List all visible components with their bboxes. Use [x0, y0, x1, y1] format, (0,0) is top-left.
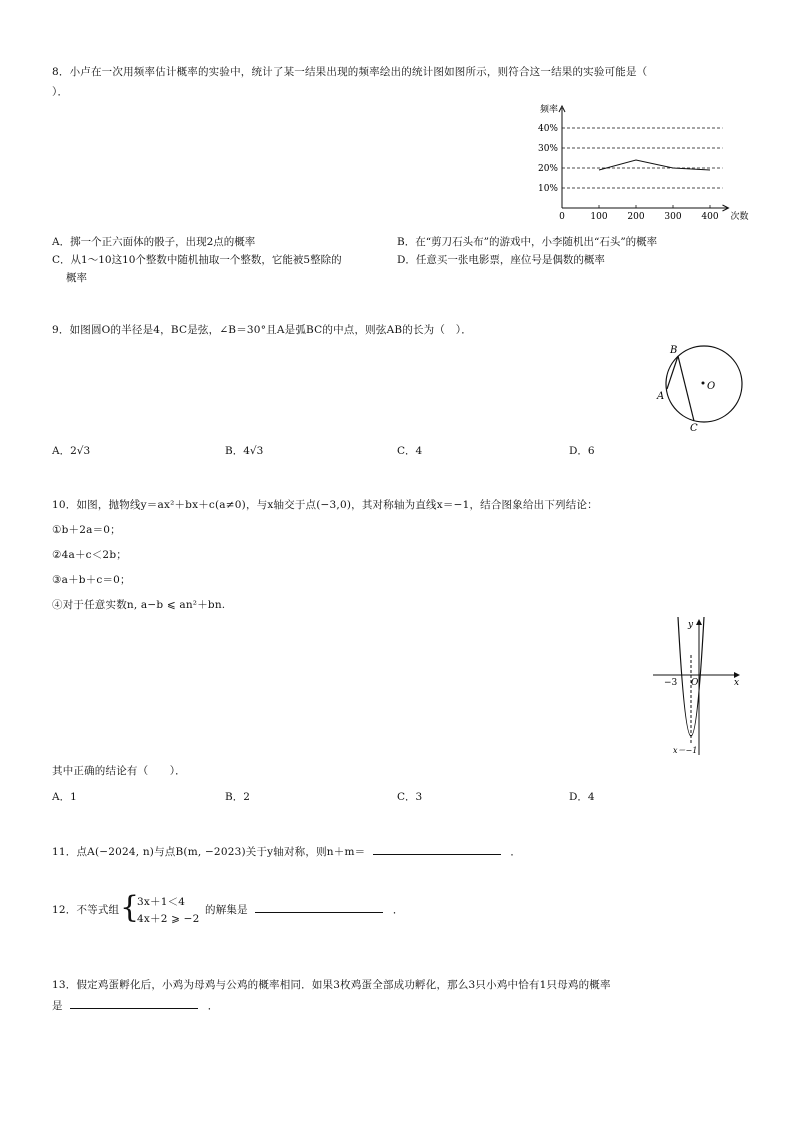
chord-bc — [678, 356, 694, 421]
q12-ineq-2: 4x＋2 ⩾ −2 — [137, 913, 200, 925]
neg3-label: −3 — [664, 678, 678, 688]
q13-end: ． — [207, 1000, 219, 1012]
q10-option-b: B．2 — [225, 791, 250, 803]
q13-text-line1: 13．假定鸡蛋孵化后，小鸡为母鸡与公鸡的概率相同．如果3枚鸡蛋全部成功孵化，那么3只小鸡中恰有1只母鸡的概率 — [52, 979, 611, 991]
q10-parabola-graph — [645, 615, 745, 757]
chart-x-tick-label: 400 — [701, 212, 719, 222]
q9-option-c: C．4 — [397, 445, 423, 457]
q8-option-c-cont: 概率 — [66, 272, 87, 284]
q8-option-d: D．任意买一张电影票，座位号是偶数的概率 — [397, 254, 605, 266]
q9-circle-figure — [650, 340, 750, 432]
q8-option-a: A．掷一个正六面体的骰子，出现2点的概率 — [52, 236, 256, 248]
label-a: A — [657, 391, 665, 402]
chart-y-tick-label: 10% — [537, 184, 558, 194]
q11-row — [52, 844, 521, 859]
origin-label: O — [691, 678, 699, 688]
chart-y-axis-label: 频率 — [540, 105, 559, 115]
q11-end: ． — [510, 846, 522, 858]
q10-item-4: ④对于任意实数n, a−b ⩽ an²＋bn. — [52, 599, 226, 611]
chart-x-tick-label: 100 — [590, 212, 608, 222]
q10-option-a: A．1 — [52, 791, 77, 803]
q11-answer-blank[interactable] — [373, 854, 501, 855]
q8-frequency-chart — [530, 100, 750, 225]
axis-label: x＝−1 — [673, 746, 698, 755]
chart-series-line — [599, 160, 710, 170]
chart-y-tick-label: 40% — [537, 124, 558, 134]
q12-suffix: 的解集是 — [205, 904, 248, 916]
q10-option-d: D．4 — [569, 791, 595, 803]
chart-x-axis-label: 次数 — [730, 212, 749, 222]
q13-row — [52, 998, 219, 1013]
q8-text-line1: 8．小卢在一次用频率估计概率的实验中，统计了某一结果出现的频率绘出的统计图如图所示，则符合这一结果的实验可能是（ — [52, 66, 648, 78]
q9-option-d: D．6 — [569, 445, 595, 457]
chart-x-tick-label: 0 — [559, 212, 565, 222]
label-b: B — [670, 345, 678, 356]
q12-ineq-1: 3x＋1＜4 — [137, 896, 186, 908]
q9-option-b: B．4√3 — [225, 445, 264, 457]
chart-x-tick-label: 300 — [664, 212, 682, 222]
chart-y-tick-label: 20% — [537, 164, 558, 174]
q12-brace: { — [120, 890, 140, 925]
label-o: O — [707, 381, 716, 392]
q11-text: 11．点A(−2024, n)与点B(m, −2023)关于y轴对称，则n＋m＝ — [52, 846, 366, 858]
q10-item-1: ①b＋2a＝0； — [52, 524, 121, 536]
q10-option-c: C．3 — [397, 791, 423, 803]
q10-item-3: ③a＋b＋c＝0； — [52, 574, 131, 586]
q10-ask: 其中正确的结论有（ ）． — [52, 765, 186, 777]
q8-option-c: C．从1～10这10个整数中随机抽取一个整数，它能被5整除的 — [52, 254, 342, 266]
q10-item-2: ②4a＋c＜2b； — [52, 549, 127, 561]
q13-answer-blank[interactable] — [70, 1008, 198, 1009]
q12-end: ． — [392, 904, 404, 916]
q8-option-b: B．在“剪刀石头布”的游戏中，小李随机出“石头”的概率 — [397, 236, 658, 248]
chord-ab — [667, 356, 678, 389]
chart-y-tick-label: 30% — [537, 144, 558, 154]
x-label: x — [734, 678, 740, 688]
label-c: C — [690, 423, 698, 432]
q9-text: 9．如图圆O的半径是4，BC是弦，∠B＝30°且A是弧BC的中点，则弦AB的长为（ ）． — [52, 324, 472, 336]
q8-text-line2: ）． — [52, 86, 69, 98]
q12-prefix: 12．不等式组 — [52, 904, 120, 916]
q13-text-line2: 是 — [52, 1000, 63, 1012]
q10-text: 10．如图，抛物线y＝ax²＋bx＋c(a≠0)，与x轴交于点(−3,0)，其对称轴为直线x＝−1，结合图象给出下列结论： — [52, 499, 598, 511]
q12-answer-blank[interactable] — [255, 912, 383, 913]
q12-row — [205, 902, 404, 917]
q9-option-a: A．2√3 — [52, 445, 91, 457]
y-label: y — [688, 620, 694, 630]
center-point — [702, 382, 705, 385]
chart-x-tick-label: 200 — [627, 212, 645, 222]
